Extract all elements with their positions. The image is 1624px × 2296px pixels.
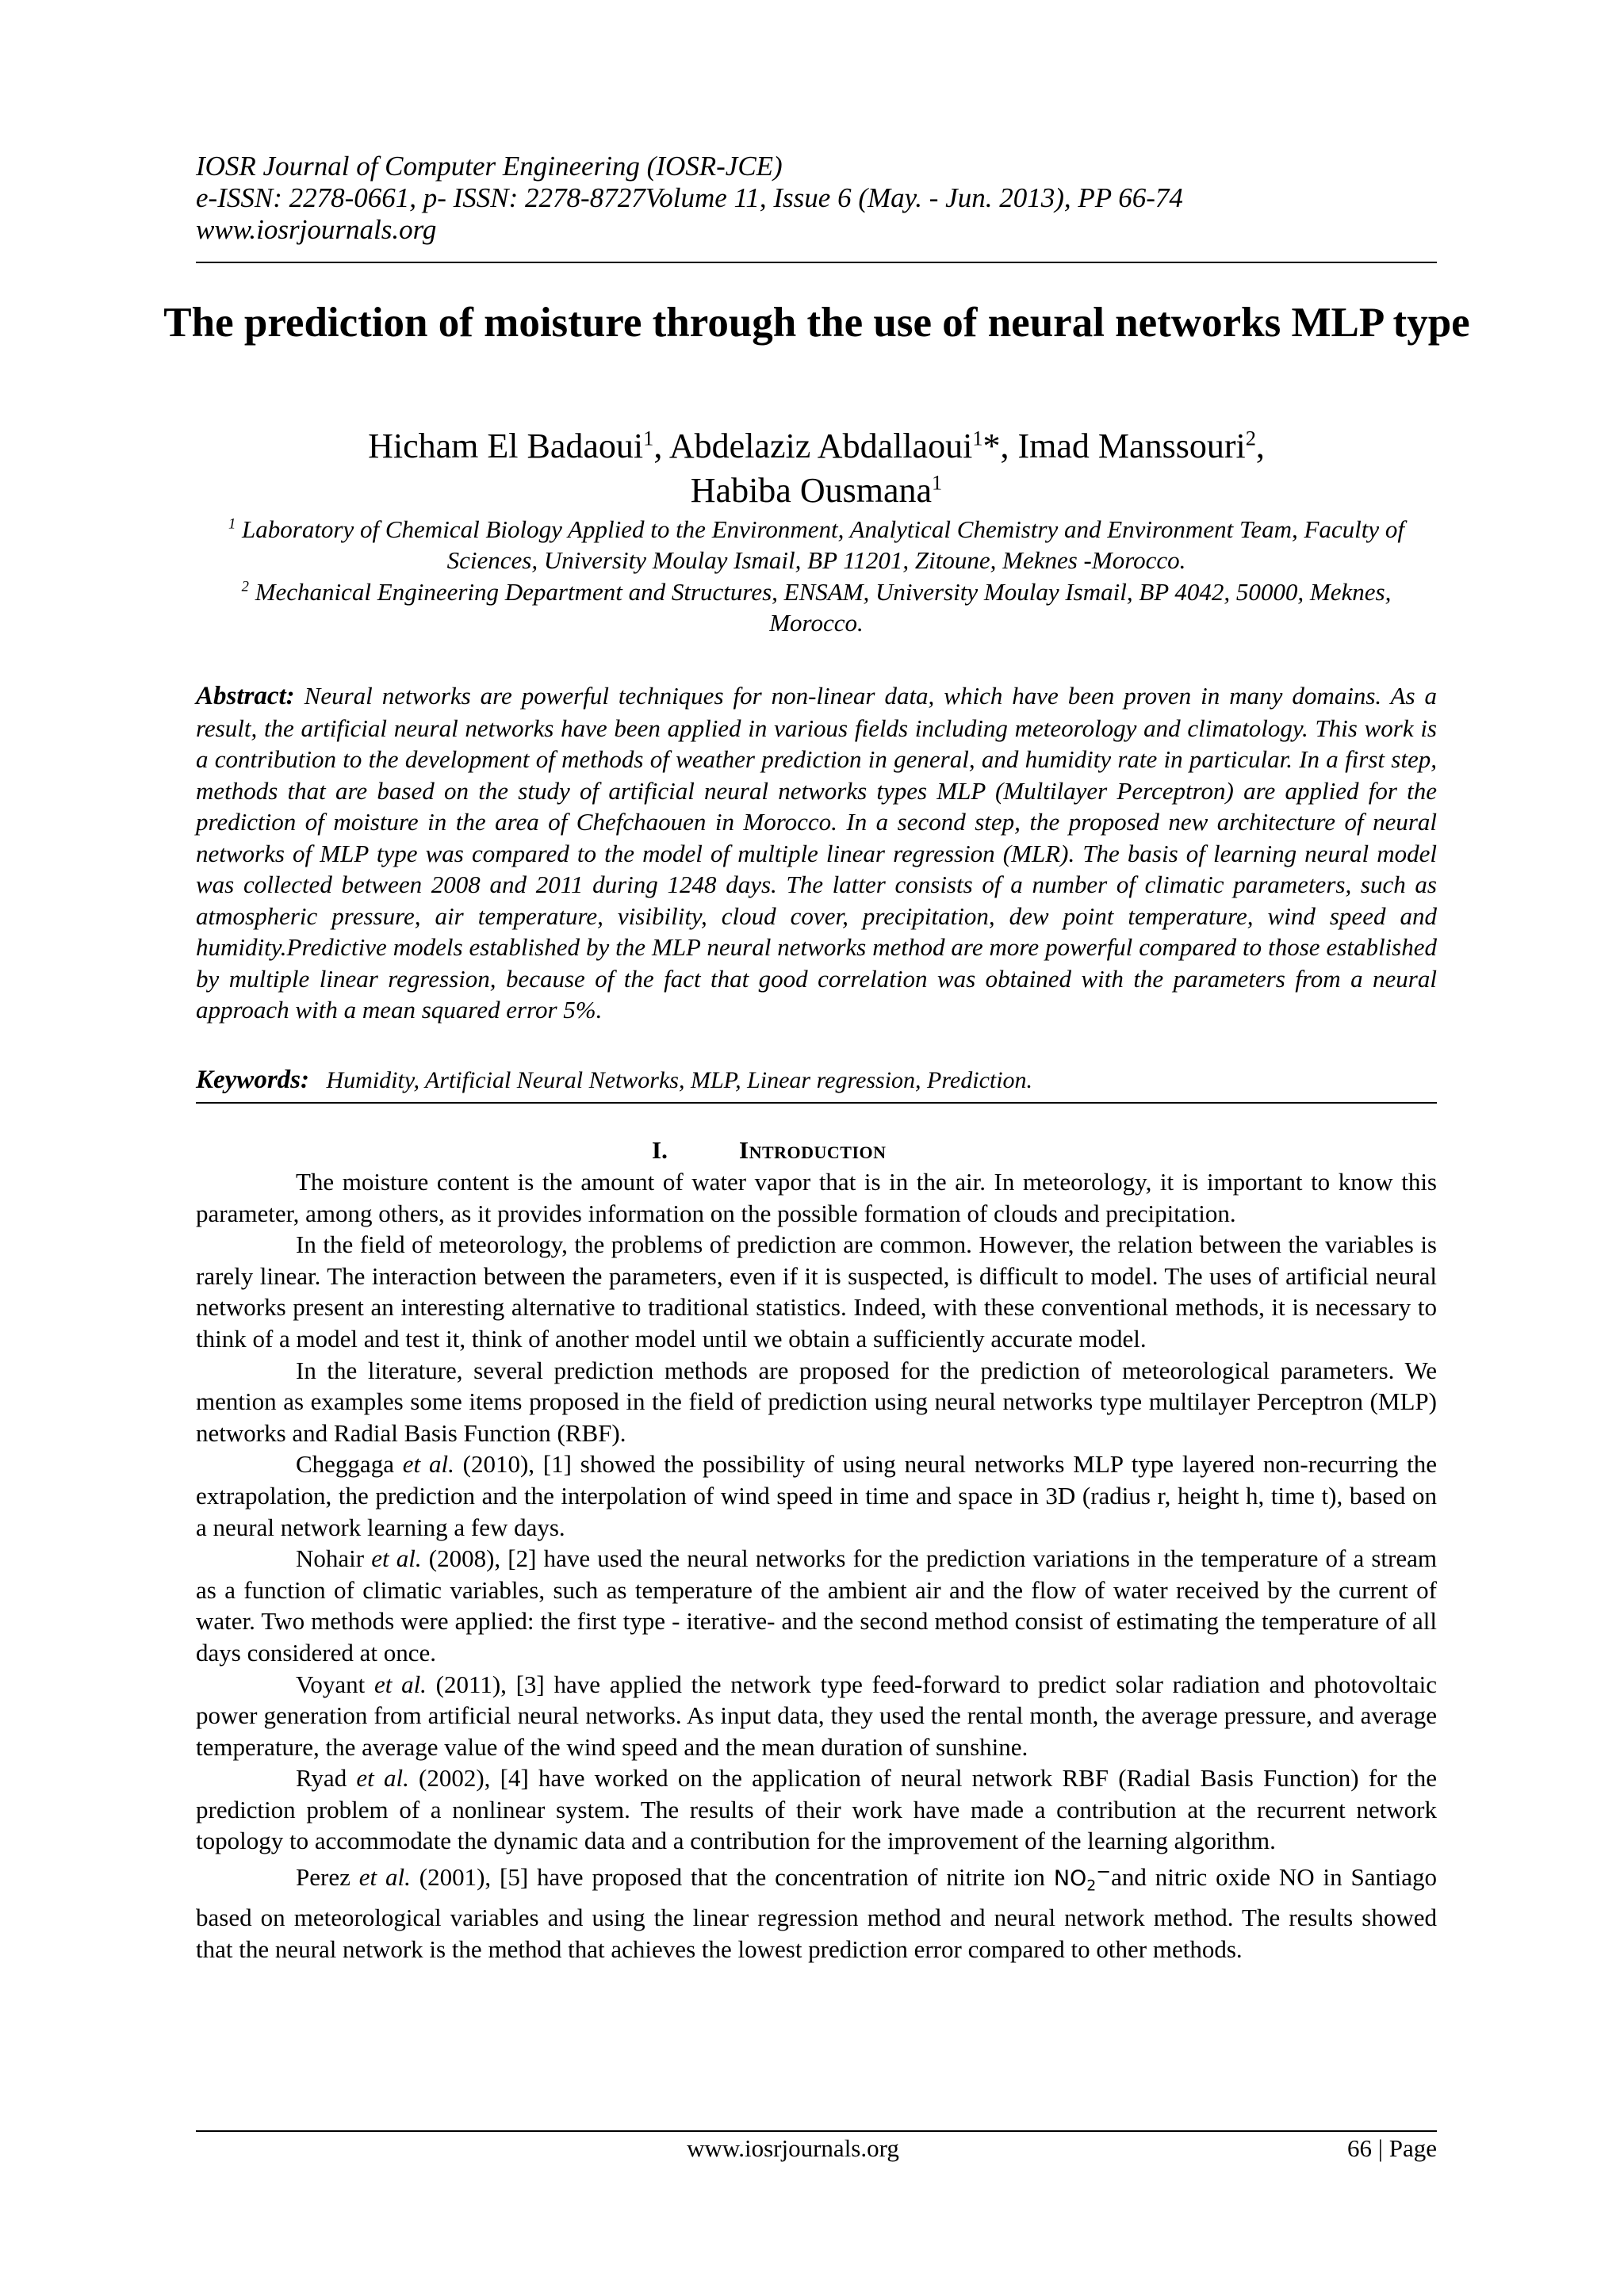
paragraph: In the literature, several prediction methods are proposed for the prediction of meteorological parameters. We mention as examples some items proposed in the field of prediction using neural networks type multilayer Perceptron (MLP) networks and Radial Basis Function (RBF). [196,1356,1437,1447]
author-affiliation-mark: 1 [643,426,654,450]
affiliation-text: Mechanical Engineering Department and Structures, ENSAM, University Moulay Ismail, BP 4042, 50000, Meknes, Morocco. [255,578,1392,637]
keywords [196,1065,1437,1096]
corresponding-author-mark: * [982,427,1001,465]
keywords-text: Humidity, Artificial Neural Networks, MLP, Linear regression, Prediction. [326,1067,1033,1093]
body-text [196,1166,1437,1965]
paragraph-text: (2002), [4] have worked on the application of neural network RBF (Radial Basis Function) for the prediction problem of a nonlinear system. The results of their work have made a contribution at the recurrent network topology to accommodate the dynamic data and a contribution for the improvement of the learning algorithm. [196,1764,1438,1855]
paragraph-text: (2008), [2] have used the neural networks for the prediction variations in the temperature of a stream as a function of climatic variables, such as temperature of the ambient air and the flow of water received by the current of water. Two methods were applied: the first type - iterative- and the second method consist of estimating the temperature of all days considered at once. [196,1544,1437,1667]
author-name: Hicham El Badaoui [368,427,644,465]
author-separator: , [1000,427,1018,465]
issn-line: e-ISSN: 2278-0661, p- ISSN: 2278-8727Volume 11, Issue 6 (May. - Jun. 2013), PP 66-74 [196,182,1183,213]
paragraph [196,1857,1437,1965]
formula-superscript: − [1096,1862,1112,1883]
affiliation-text: Laboratory of Chemical Biology Applied to the Environment, Analytical Chemistry and Environment Team, Faculty of Sciences, University Moulay Ismail, BP 11201, Zitoune, Meknes -Morocco. [242,515,1405,574]
journal-header [196,151,1437,246]
paragraph-text: (2001), [5] have proposed that the concentration of nitrite ion [410,1863,1054,1892]
et-al: et al. [358,1863,411,1892]
formula-subscript: 2 [1086,1877,1097,1895]
paragraph [196,1543,1437,1668]
cited-author: Perez [296,1863,350,1892]
affiliation [196,514,1437,576]
et-al: et al. [402,1450,454,1479]
abstract-label: Abstract: [196,682,295,710]
author-name: Habiba Ousmana [690,471,933,510]
footer-divider [196,2130,1437,2132]
paragraph-text: (2011), [3] have applied the network type feed-forward to predict solar radiation and photovoltaic power generation from artificial neural networks. As input data, they used the rental month, the average pressure, and average temperature, the average value of the wind speed and the mean duration of sunshine. [196,1670,1437,1761]
author-name: Imad Manssouri [1017,427,1246,465]
author-separator: , [653,427,669,465]
formula-base: NO [1053,1866,1087,1892]
header-divider [196,262,1437,263]
et-al: et al. [356,1764,409,1793]
paragraph [196,1669,1437,1763]
et-al: et al. [373,1670,427,1698]
author-affiliation-mark: 1 [972,426,983,450]
journal-name: IOSR Journal of Computer Engineering (IOSR-JCE) [196,151,783,182]
paragraph-text: and nitric oxide NO in Santiago based on meteorological variables and using the linear regression method and neural network method. The results showed that the neural network is the method that achieves the lowest prediction error compared to other methods. [196,1863,1437,1963]
abstract [196,680,1437,1026]
keywords-label: Keywords: [196,1066,309,1094]
footer-website[interactable]: www.iosrjournals.org [687,2134,899,2162]
author-separator: , [1255,427,1265,465]
paragraph-text: (2010), [1] showed the possibility of using neural networks MLP type layered non-recurring the extrapolation, the prediction and the interpolation of wind speed in time and space in 3D (radius r, height h, time t), based on a neural network learning a few days. [196,1450,1437,1541]
affiliation-number: 1 [228,515,236,533]
paragraph [196,1448,1437,1543]
affiliation-number: 2 [241,578,249,595]
author-affiliation-mark: 2 [1245,426,1256,450]
cited-author: Cheggaga [296,1450,394,1479]
nitrite-formula [1053,1862,1112,1895]
et-al: et al. [371,1544,422,1573]
author-affiliation-mark: 1 [932,470,943,495]
cited-author: Ryad [296,1764,347,1793]
paper-title: The prediction of moisture through the use of neural networks MLP type [163,300,1470,346]
journal-website[interactable]: www.iosrjournals.org [196,214,437,245]
paragraph: In the field of meteorology, the problems of prediction are common. However, the relation between the variables is rarely linear. The interaction between the parameters, even if it is suspected, is difficult to model. The uses of artificial neural networks present an interesting alternative to traditional statistics. Indeed, with these conventional methods, it is necessary to think of a model and test it, think of another model until we obtain a sufficiently accurate model. [196,1230,1437,1353]
author-list [196,424,1437,513]
cited-author: Voyant [296,1670,366,1698]
paragraph [196,1762,1437,1857]
author-name: Abdelaziz Abdallaoui [668,427,973,465]
abstract-divider [196,1102,1437,1104]
page-number: 66 | Page [1347,2134,1437,2162]
affiliation [196,576,1437,638]
section-number: I. [652,1136,668,1164]
abstract-text: Neural networks are powerful techniques for non-linear data, which have been proven in many domains. As a result, the artificial neural networks have been applied in various fields including meteorology and climatology. This work is a contribution to the development of methods of weather prediction in general, and humidity rate in particular. In a first step, methods that are based on the study of artificial neural networks types MLP (Multilayer Perceptron) are applied for the prediction of moisture in the area of Chefchaouen in Morocco. In a second step, the proposed new architecture of neural networks of MLP type was compared to the model of multiple linear regression (MLR). The basis of learning neural model was collected between 2008 and 2011 during 1248 days. The latter consists of a number of climatic parameters, such as atmospheric pressure, air temperature, visibility, cloud cover, precipitation, dew point temperature, wind speed and humidity.Predictive models established by the MLP neural networks method are more powerful compared to those established by multiple linear regression, because of the fact that good correlation was obtained with the parameters from a neural approach with a mean squared error 5%. [196,682,1437,1024]
cited-author: Nohair [296,1544,365,1573]
paragraph: The moisture content is the amount of water vapor that is in the air. In meteorology, it is important to know this parameter, among others, as it provides information on the possible formation of clouds and precipitation. [196,1168,1437,1227]
section-title: Introduction [739,1136,887,1164]
